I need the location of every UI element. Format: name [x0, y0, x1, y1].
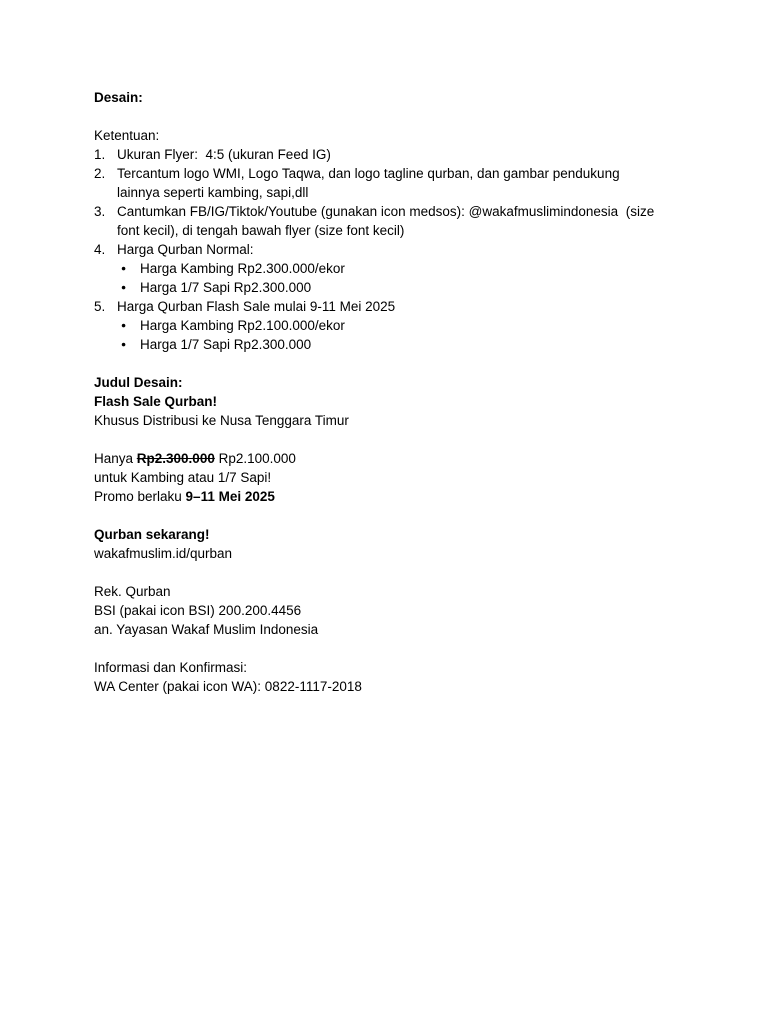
bullet-text: Harga 1/7 Sapi Rp2.300.000 — [140, 337, 312, 352]
promo-price-line — [94, 449, 660, 468]
ketentuan-item-1 — [94, 145, 660, 164]
list-number: 1. — [94, 147, 106, 162]
cta-label: Qurban sekarang! — [94, 527, 210, 542]
ketentuan-item-4 — [94, 240, 660, 259]
bullet-icon: ● — [121, 282, 127, 292]
kontak-section — [94, 658, 660, 696]
bullet-item-4-2 — [94, 278, 660, 297]
judul-label: Judul Desain: — [94, 375, 183, 390]
section-heading-desain: Desain: — [94, 90, 143, 105]
list-text: Ukuran Flyer: 4:5 (ukuran Feed IG) — [117, 147, 331, 162]
ketentuan-label: Ketentuan: — [94, 128, 160, 143]
promo-target-line: untuk Kambing atau 1/7 Sapi! — [94, 470, 272, 485]
bullet-icon: ● — [121, 320, 127, 330]
ketentuan-item-5 — [94, 297, 660, 316]
list-number: 2. — [94, 166, 106, 181]
cta-url: wakafmuslim.id/qurban — [94, 546, 233, 561]
list-text: Tercantum logo WMI, Logo Taqwa, dan logo tagline qurban, dan gambar pendukung lainnya seperti kambing, sapi,dll — [117, 166, 624, 200]
list-number: 4. — [94, 242, 106, 257]
rekening-account: BSI (pakai icon BSI) 200.200.4456 — [94, 603, 302, 618]
kontak-header: Informasi dan Konfirmasi: — [94, 660, 248, 675]
bullet-text: Harga Kambing Rp2.300.000/ekor — [140, 261, 345, 276]
list-text: Cantumkan FB/IG/Tiktok/Youtube (gunakan icon medsos): @wakafmuslimindonesia (size font kecil), di tengah bawah flyer (size font kecil) — [117, 204, 658, 238]
old-price: Rp2.300.000 — [136, 451, 215, 466]
list-number: 3. — [94, 204, 106, 219]
promo-period-prefix: Promo berlaku — [94, 489, 186, 504]
promo-dates: 9–11 Mei 2025 — [185, 489, 275, 504]
bullet-text: Harga 1/7 Sapi Rp2.300.000 — [140, 280, 312, 295]
list-text: Harga Qurban Normal: — [117, 242, 254, 257]
kontak-line: WA Center (pakai icon WA): 0822-1117-2018 — [94, 679, 362, 694]
promo-section — [94, 449, 660, 506]
ketentuan-item-3 — [94, 202, 660, 240]
bullet-item-4-1 — [94, 259, 660, 278]
bullet-item-5-2 — [94, 335, 660, 354]
rekening-header: Rek. Qurban — [94, 584, 171, 599]
bullet-icon: ● — [121, 339, 127, 349]
design-subtitle: Khusus Distribusi ke Nusa Tenggara Timur — [94, 413, 349, 428]
design-title: Flash Sale Qurban! — [94, 394, 218, 409]
bullet-item-5-1 — [94, 316, 660, 335]
ketentuan-section — [94, 126, 660, 354]
bullet-icon: ● — [121, 263, 127, 273]
rekening-holder: an. Yayasan Wakaf Muslim Indonesia — [94, 622, 319, 637]
list-number: 5. — [94, 299, 106, 314]
promo-period-line — [94, 487, 660, 506]
ketentuan-item-2 — [94, 164, 660, 202]
rekening-section — [94, 582, 660, 639]
judul-section — [94, 373, 660, 430]
new-price: Rp2.100.000 — [214, 451, 296, 466]
list-text: Harga Qurban Flash Sale mulai 9-11 Mei 2025 — [117, 299, 396, 314]
cta-section — [94, 525, 660, 563]
bullet-text: Harga Kambing Rp2.100.000/ekor — [140, 318, 345, 333]
promo-prefix: Hanya — [94, 451, 137, 466]
